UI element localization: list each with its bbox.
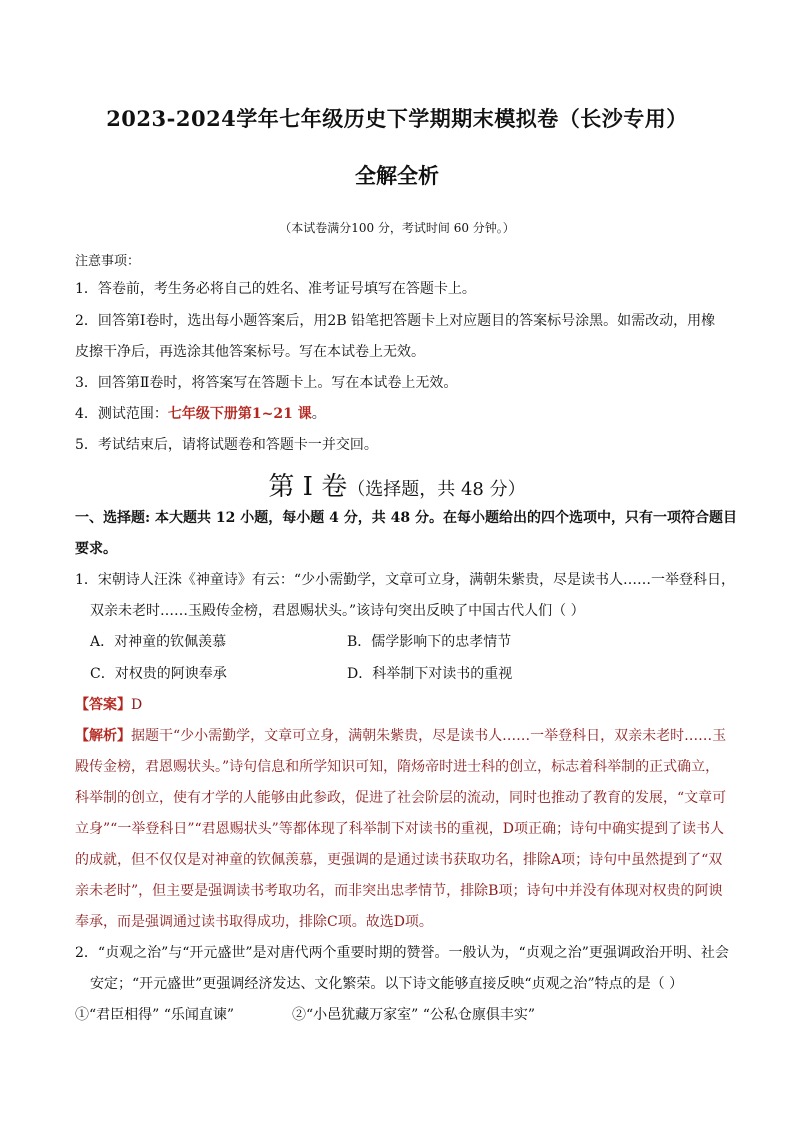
- notice-item-3: 3．回答第Ⅱ卷时，将答案写在答题卡上。写在本试卷上无效。: [75, 375, 458, 391]
- section-desc: （选择题，共 48 分）: [347, 479, 526, 500]
- q2-stem-line-2: 安定；“开元盛世”更强调经济发达、文化繁荣。以下诗文能够直接反映“贞观之治”特点的是（ ）: [90, 976, 684, 992]
- q1-option-b: B．儒学影响下的忠孝情节: [347, 634, 512, 650]
- analysis-text: 据题干“少小需勤学，文章可立身，满朝朱紫贵，尽是读书人……一举登科日，双亲未老时……玉: [131, 728, 727, 744]
- notice-heading: 注意事项：: [75, 254, 141, 269]
- page-title: 2023-2024学年七年级历史下学期期末模拟卷（长沙专用）: [106, 106, 688, 131]
- notice-item-5: 5．考试结束后，请将试题卷和答题卡一并交回。: [75, 437, 378, 453]
- q1-stem-line-1: 1．宋朝诗人汪洙《神童诗》有云：“少小需勤学，文章可立身，满朝朱紫贵，尽是读书人……一举登科日，: [75, 572, 736, 588]
- q1-option-c: C．对权贵的阿谀奉承: [90, 666, 227, 682]
- test-range-end: 。: [311, 406, 326, 422]
- answer-label: 【答案】: [75, 697, 131, 713]
- q1-answer: [75, 694, 142, 714]
- notice-item-4-label: 4．测试范围：: [75, 406, 168, 422]
- notice-item-4: [75, 403, 326, 423]
- notice-item-2-cont: 皮擦干净后，再选涂其他答案标号。写在本试卷上无效。: [75, 344, 425, 360]
- q1-option-d: D．科举制下对读书的重视: [347, 666, 513, 682]
- q1-analysis-line-7: 奉承，而是强调通过读书取得成功，排除C项。故选D项。: [75, 914, 433, 930]
- q1-analysis-line-5: 的成就，但不仅仅是对神童的钦佩羡慕，更强调的是通过读书获取功名，排除A项；诗句中虽然提到了“双: [75, 852, 723, 868]
- q2-option-2: ②“小邑犹藏万家室” “公私仓廪俱丰实”: [292, 1007, 536, 1023]
- q1-stem-line-2: 双亲未老时……玉殿传金榜，君恩赐状头。”该诗句突出反映了中国古代人们（ ）: [90, 603, 585, 619]
- q1-analysis-line-4: 立身”“一举登科日”“君恩赐状头”等都体现了科举制下对读书的重视，D项正确；诗句中确实提到了读书人: [75, 821, 725, 837]
- instructions-line-2: 要求。: [75, 541, 117, 557]
- q1-analysis-line-6: 亲未老时”，但主要是强调读书考取功名，而非突出忠孝情节，排除B项；诗句中并没有体现对权贵的阿谀: [75, 883, 723, 899]
- q1-analysis-line-1: [75, 725, 726, 745]
- notice-item-1: 1．答卷前，考生务必将自己的姓名、准考证号填写在答题卡上。: [75, 281, 476, 297]
- answer-value: D: [131, 697, 143, 713]
- instructions-line-1: 一、选择题: 本大题共 12 小题，每小题 4 分，共 48 分。在每小题给出的四个选项中，只有一项符合题目: [75, 510, 737, 526]
- q1-option-a: A．对神童的钦佩羡慕: [90, 634, 227, 650]
- test-range: 七年级下册第1~21 课: [167, 406, 312, 422]
- section-title: 第 I 卷: [268, 472, 348, 502]
- q2-stem-line-1: 2．“贞观之治”与“开元盛世”是对唐代两个重要时期的赞誉。一般认为，“贞观之治”更强调政治开明、社会: [75, 945, 729, 961]
- section-heading: [0, 466, 794, 503]
- q1-analysis-line-3: 科举制的创立，使有才学的人能够由此参政，促进了社会阶层的流动，同时也推动了教育的发展，“文章可: [75, 790, 727, 806]
- q1-analysis-line-2: 殿传金榜，君恩赐状头。”诗句信息和所学知识可知，隋炀帝时进士科的创立，标志着科举制的正式确立，: [75, 759, 720, 775]
- page-subtitle: 全解全析: [355, 163, 439, 188]
- exam-meta: （本试卷满分100 分，考试时间 60 分钟。）: [279, 221, 515, 235]
- notice-item-2: 2．回答第Ⅰ卷时，选出每小题答案后，用2B 铅笔把答题卡上对应题目的答案标号涂黑。如需改动，用橡: [75, 313, 716, 329]
- analysis-label: 【解析】: [75, 728, 131, 744]
- q2-option-1: ①“君臣相得” “乐闻直谏”: [75, 1007, 235, 1023]
